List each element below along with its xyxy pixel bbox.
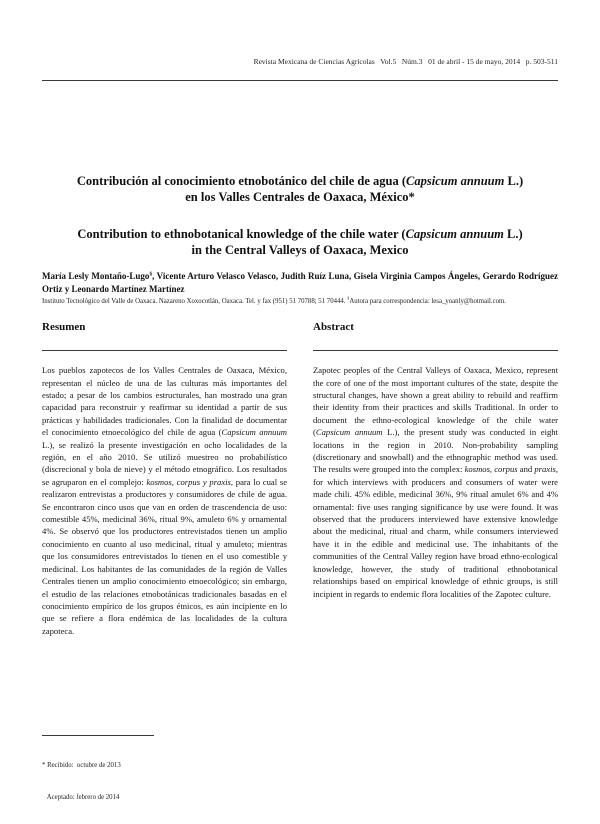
two-column-body — [42, 321, 558, 637]
footnote-received: * Recibido: octubre de 2013 — [42, 762, 121, 770]
italic-text-segment: kosmos, corpus y praxis — [146, 476, 231, 487]
abstract-body — [313, 364, 558, 600]
footnote-rule — [42, 735, 154, 736]
superscript-marker: § — [149, 271, 153, 277]
text-segment: Instituto Tecnológico del Valle de Oaxaca. Nazareno Xoxocotlán, Oaxaca. Tel. y fax (951) 51 70788; 51 70444. — [42, 298, 348, 306]
superscript-marker: § — [347, 295, 350, 301]
text-segment: Los pueblos zapotecos de los Valles Centrales de Oaxaca, México, representan el núcleo de una de las culturas más importantes del estado; a pesar de los cambios estructurales, han mostrado una gran capacidad para reconstruir y reafirmar su identidad a partir de sus prácticas y habilidades tradicionales. Con la finalidad de documentar el conocimiento etnoecológico del chile de agua ( — [42, 365, 287, 438]
text-segment: L.) — [503, 226, 523, 241]
abstract-heading: Abstract — [313, 321, 558, 351]
resumen-body — [42, 364, 287, 637]
text-segment: and — [517, 464, 535, 475]
text-segment: L.), se realizó la presente investigación en ocho localidades de la región, en el año 2010. Se utilizó muestreo no probabilístico (discrecional y bola de nieve) y el método etnográfico. Los resultados se agruparon en el complejo: — [42, 439, 287, 487]
received-accepted-footnote — [42, 714, 154, 824]
italic-text-segment: praxis — [534, 464, 556, 475]
text-segment: , for which interviews with producers and consumers of water were made chili. 45% edible, medicinal 36%, 9% ritual amulet 6% and 4% ornamental: five uses ranging significance by use were found. It was observed that the producers interviewed have extensive knowledge about the medicinal, ritual and charm, while consumers interviewed have it in the edible and medicinal use. The inhabitants of the communities of the Central Valley region have broad ethno-ecological knowledge, however, the study of traditional ethnobotanical relationships based on empirical knowledge of ethnic groups, is still incipient in regards to endemic flora localities of the Zapotec culture. — [313, 464, 558, 599]
italic-text-segment: Capsicum annuum — [405, 226, 504, 241]
affiliation-line — [42, 295, 558, 306]
journal-citation-line: Revista Mexicana de Ciencias Agrícolas Vol.5 Núm.3 01 de abril - 15 de mayo, 2014 p. 503-511 — [253, 57, 558, 66]
text-segment: Autora para correspondencia: lesa_yoanly@hotmail.com. — [349, 298, 506, 306]
text-segment: , Vicente Arturo Velasco Velasco, Judith Ruíz Luna, Gisela Virginia Campos Ángeles, Gerardo Rodríguez Ortiz y Leonardo Martínez Martínez — [42, 271, 559, 294]
footnote-accepted: Aceptado: febrero de 2014 — [42, 793, 120, 801]
italic-text-segment: Capsicum annuum — [406, 174, 505, 188]
title-spanish-line2: en los Valles Centrales de Oaxaca, México* — [185, 190, 415, 205]
title-english — [42, 226, 558, 259]
authors-line — [42, 270, 558, 295]
resumen-section — [42, 321, 287, 637]
italic-text-segment: Capsicum annuum — [315, 427, 383, 438]
title-spanish — [42, 173, 558, 206]
text-segment: L.), the present study was conducted in eight locations in the region in 2010. Non-probability sampling (discretionary and snowball) and the ethnographic method was used. The results were grouped into the complex: — [313, 427, 558, 475]
text-segment: , para lo cual se realizaron entrevistas a productores y consumidores de chile de agua. Se encontraron cinco usos que van en orden de trascendencia de uso: comestible 45%, medicinal 36%, ritual 9%, amuleto 6% y ornamental 4%. Se observó que los productores entrevistados tienen un amplio conocimiento en cuanto al uso medicinal, ritual y amuleto; mientras que los consumidores entrevistados lo tienen en el uso comestible y medicinal. Los habitantes de las comunidades de la región de Valles Centrales tienen un amplio conocimiento etnoecológico; sin embargo, el estudio de las relaciones etnobotánicas tradicionales basadas en el conocimiento empírico de los grupos étnicos, es aún incipiente en lo que se refiere a flora endémica de las localidades de la cultura zapoteca. — [42, 476, 288, 636]
italic-text-segment: kosmos, corpus — [464, 464, 518, 475]
title-spanish-line1 — [77, 174, 523, 188]
text-segment: Contribución al conocimiento etnobotánico del chile de agua ( — [76, 174, 407, 188]
text-segment: María Lesly Montaño-Lugo — [42, 271, 150, 281]
italic-text-segment: Capsicum annuum — [221, 427, 287, 438]
abstract-section — [313, 321, 558, 637]
text-segment: Contribution to ethnobotanical knowledge of the chile water ( — [77, 226, 406, 241]
text-segment: Zapotec peoples of the Central Valleys of Oaxaca, Mexico, represent the core of one of the most important cultures of the state, despite the structural changes, have shown a great ability to rebuild and reaffirm their identity from their practices and skills Traditional. In order to document the ethno-ecological knowledge of the chile water ( — [313, 365, 558, 438]
resumen-heading: Resumen — [42, 321, 287, 351]
title-english-line2: in the Central Valleys of Oaxaca, Mexico — [191, 242, 409, 257]
text-segment: L.) — [504, 174, 524, 188]
journal-header — [42, 48, 558, 81]
title-english-line1 — [77, 227, 522, 241]
